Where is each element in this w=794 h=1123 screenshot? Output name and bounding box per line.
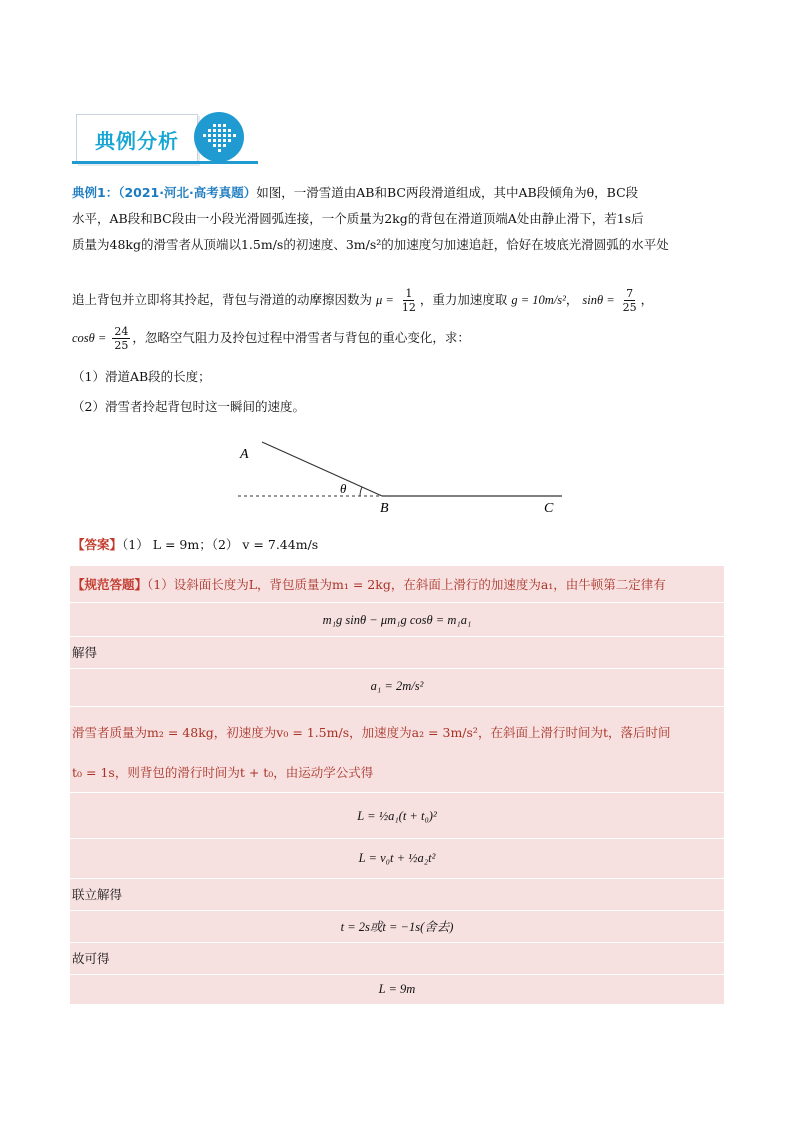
- question-2: （2）滑雪者拎起背包时这一瞬间的速度。: [72, 399, 305, 414]
- problem-text-4d: ，: [640, 292, 654, 307]
- problem-line-4: [72, 284, 724, 316]
- solution-line-4: [70, 756, 724, 788]
- equation-4: [70, 840, 724, 876]
- cos-denominator: 25: [114, 339, 129, 352]
- solution-line-2: [70, 636, 724, 668]
- problem-line-3: 质量为48kg的滑雪者从顶端以1.5m/s的初速度、3m/s²的加速度匀加速追赶，恰好在坡底光滑圆弧的水平处: [72, 237, 669, 252]
- solution-divider: [70, 706, 724, 707]
- equation-3-text: L = ½a₁(t + t₀)²: [357, 808, 437, 823]
- slope-line: [262, 442, 382, 496]
- solution-divider: [70, 792, 724, 793]
- section-header-box: [76, 114, 198, 164]
- mu-numerator: 1: [405, 287, 413, 300]
- header-underline: [72, 161, 258, 164]
- sin-symbol: sinθ =: [582, 293, 615, 307]
- sin-denominator: 25: [622, 301, 637, 314]
- equation-4-text: L = v₀t + ½a₂t²: [358, 850, 436, 865]
- equation-3: [70, 798, 724, 834]
- gravity-value: g = 10m/s²: [511, 293, 566, 307]
- label-theta: θ: [340, 481, 347, 496]
- problem-source: （2021·河北·高考真题）: [118, 185, 257, 200]
- problem-text-5: ，忽略空气阻力及拎包过程中滑雪者与背包的重心变化，求：: [132, 330, 470, 345]
- mu-denominator: 12: [401, 301, 416, 314]
- mu-symbol: μ =: [376, 293, 394, 307]
- answer-label: 【答案】: [72, 537, 123, 552]
- solution-text-5: 联立解得: [72, 887, 123, 902]
- label-a: A: [240, 447, 249, 462]
- solution-divider: [70, 602, 724, 603]
- sin-numerator: 7: [626, 287, 634, 300]
- problem-text-4b: ，重力加速度取: [419, 292, 508, 307]
- solution-label: 【规范答题】: [72, 577, 148, 592]
- label-b: B: [380, 501, 389, 516]
- section-title: 典例分析: [95, 128, 179, 153]
- equation-5-text: t = 2s或t = −1s(舍去): [340, 920, 454, 934]
- label-c: C: [544, 501, 554, 516]
- mu-fraction: [400, 287, 418, 314]
- solution-text-4: t₀ = 1s，则背包的滑行时间为t + t₀，由运动学公式得: [72, 765, 374, 780]
- answer-line: [72, 532, 724, 558]
- solution-line-6: [70, 942, 724, 974]
- solution-text-6: 故可得: [72, 951, 110, 966]
- equation-2-text: a₁ = 2m/s²: [370, 678, 424, 693]
- grid-dots-icon: [194, 112, 244, 162]
- solution-line-5: [70, 878, 724, 910]
- cos-numerator: 24: [114, 325, 129, 338]
- sin-fraction: [621, 287, 639, 314]
- problem-line-5: [72, 322, 724, 354]
- equation-6: [70, 974, 724, 1004]
- solution-divider: [70, 668, 724, 669]
- solution-text-3: 滑雪者质量为m₂ = 48kg，初速度为v₀ = 1.5m/s，加速度为a₂ = 3m/s²，在斜面上滑行时间为t，落后时间: [72, 725, 671, 740]
- problem-line-2: 水平，AB段和BC段由一小段光滑圆弧连接，一个质量为2kg的背包在滑道顶端A处由静止滑下，若1s后: [72, 211, 644, 226]
- problem-line-1: [72, 180, 724, 206]
- question-1: （1）滑道AB段的长度；: [72, 369, 211, 384]
- solution-block: [70, 566, 724, 1004]
- section-header: [72, 110, 262, 166]
- solution-divider: [70, 838, 724, 839]
- equation-5: [70, 910, 724, 942]
- equation-2: [70, 670, 724, 702]
- equation-6-text: L = 9m: [378, 981, 416, 996]
- angle-arc: [360, 487, 362, 496]
- cos-symbol: cosθ =: [72, 331, 107, 345]
- cos-fraction: [112, 325, 130, 352]
- answer-text: （1） L = 9m；（2） v = 7.44m/s: [122, 537, 319, 552]
- problem-text-1: 如图，一滑雪道由AB和BC两段滑道组成，其中AB段倾角为θ，BC段: [256, 185, 639, 200]
- solution-line-1: [70, 568, 724, 600]
- equation-1: [70, 604, 724, 636]
- solution-text-2: 解得: [72, 645, 98, 660]
- problem-text-4a: 追上背包并立即将其拎起，背包与滑道的动摩擦因数为: [72, 292, 373, 307]
- slope-diagram: [230, 436, 570, 516]
- problem-label: 典例1：: [72, 185, 119, 200]
- equation-1-text: m₁g sinθ − μm₁g cosθ = m₁a₁: [322, 612, 472, 627]
- solution-text-1: （1）设斜面长度为L，背包质量为m₁ = 2kg，在斜面上滑行的加速度为a₁，由牛顿第二定律有: [147, 577, 666, 592]
- solution-line-3: [70, 716, 724, 748]
- problem-text-4c: ，: [565, 292, 579, 307]
